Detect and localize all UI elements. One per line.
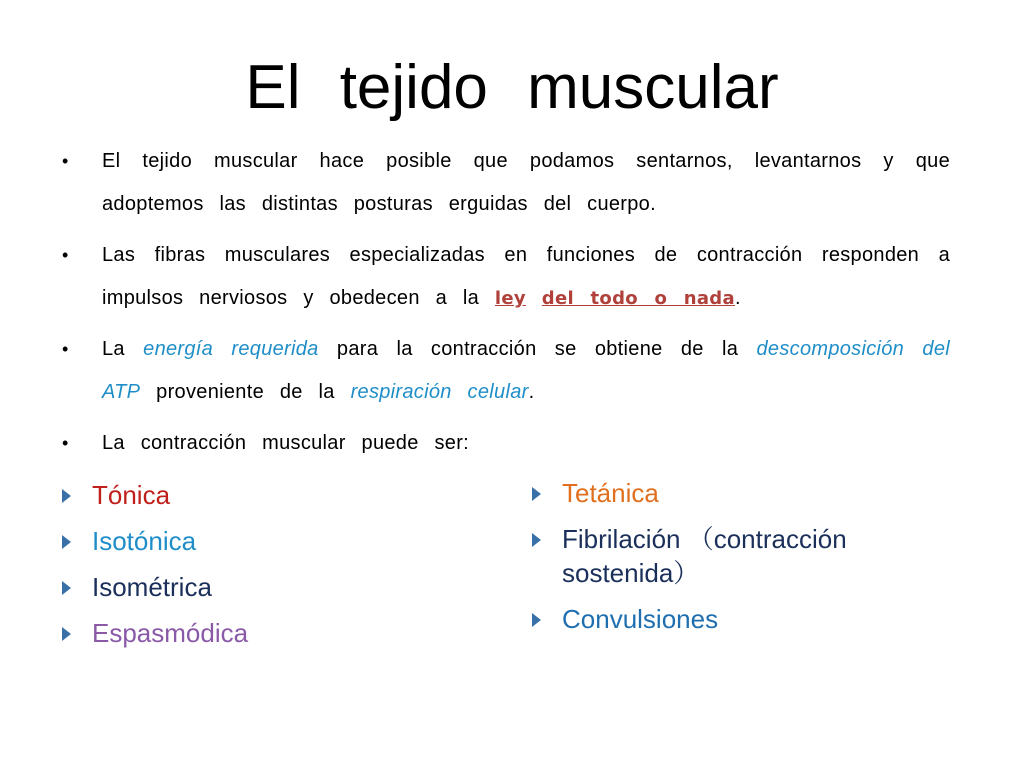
- type-label: Fibrilación （contracción sostenida）: [562, 524, 847, 588]
- type-item: [60, 524, 480, 558]
- bullet-item: [60, 234, 950, 320]
- bullet-text-end: .: [734, 287, 741, 309]
- bullet-text: Las fibras musculares especializadas en funciones de contracción responden a impulsos nerviosos y obedecen a la: [102, 244, 950, 309]
- bullet-text: La contracción muscular puede ser:: [102, 432, 470, 454]
- contraction-types-left: [60, 478, 480, 662]
- type-label: Isométrica: [92, 572, 212, 602]
- contraction-types-right: [530, 476, 930, 648]
- arrow-right-icon: [532, 533, 541, 547]
- highlight-term: ley: [494, 288, 526, 309]
- type-item: [60, 616, 480, 650]
- bullet-item: [60, 328, 950, 414]
- type-label: Espasmódica: [92, 618, 249, 648]
- bullet-item: [60, 140, 950, 226]
- bullet-dot-icon: •: [62, 245, 69, 265]
- bullet-text: proveniente de la: [140, 381, 351, 403]
- emphasis-term: energía requerida: [143, 338, 319, 360]
- bullet-text: para la contracción se obtiene de la: [318, 338, 757, 360]
- bullet-dot-icon: •: [62, 433, 69, 453]
- bullet-text-end: .: [528, 381, 535, 403]
- type-item: [60, 478, 480, 512]
- type-item: [60, 570, 480, 604]
- bullet-list: [60, 140, 950, 473]
- bullet-item: [60, 422, 950, 465]
- slide-title: El tejido muscular: [245, 53, 779, 122]
- emphasis-term: respiración celular: [350, 381, 529, 403]
- arrow-right-icon: [532, 613, 541, 627]
- bullet-dot-icon: •: [62, 339, 69, 359]
- type-label: Tetánica: [562, 478, 659, 508]
- type-label: Isotónica: [92, 526, 197, 556]
- arrow-right-icon: [62, 627, 71, 641]
- type-item: [530, 476, 930, 510]
- highlight-term: del todo o nada: [541, 288, 735, 309]
- type-label: Convulsiones: [562, 604, 719, 634]
- type-label: Tónica: [92, 480, 171, 510]
- type-item: [530, 602, 930, 636]
- emphasis-term: descomposición del ATP: [102, 338, 951, 403]
- arrow-right-icon: [62, 489, 71, 503]
- bullet-dot-icon: •: [62, 151, 69, 171]
- type-item: [530, 522, 930, 590]
- arrow-right-icon: [62, 581, 71, 595]
- bullet-text: La: [102, 338, 144, 360]
- arrow-right-icon: [532, 487, 541, 501]
- spacer: [526, 287, 542, 309]
- arrow-right-icon: [62, 535, 71, 549]
- bullet-text: El tejido muscular hace posible que podamos sentarnos, levantarnos y que adoptemos las distintas posturas erguidas del cuerpo.: [102, 150, 950, 215]
